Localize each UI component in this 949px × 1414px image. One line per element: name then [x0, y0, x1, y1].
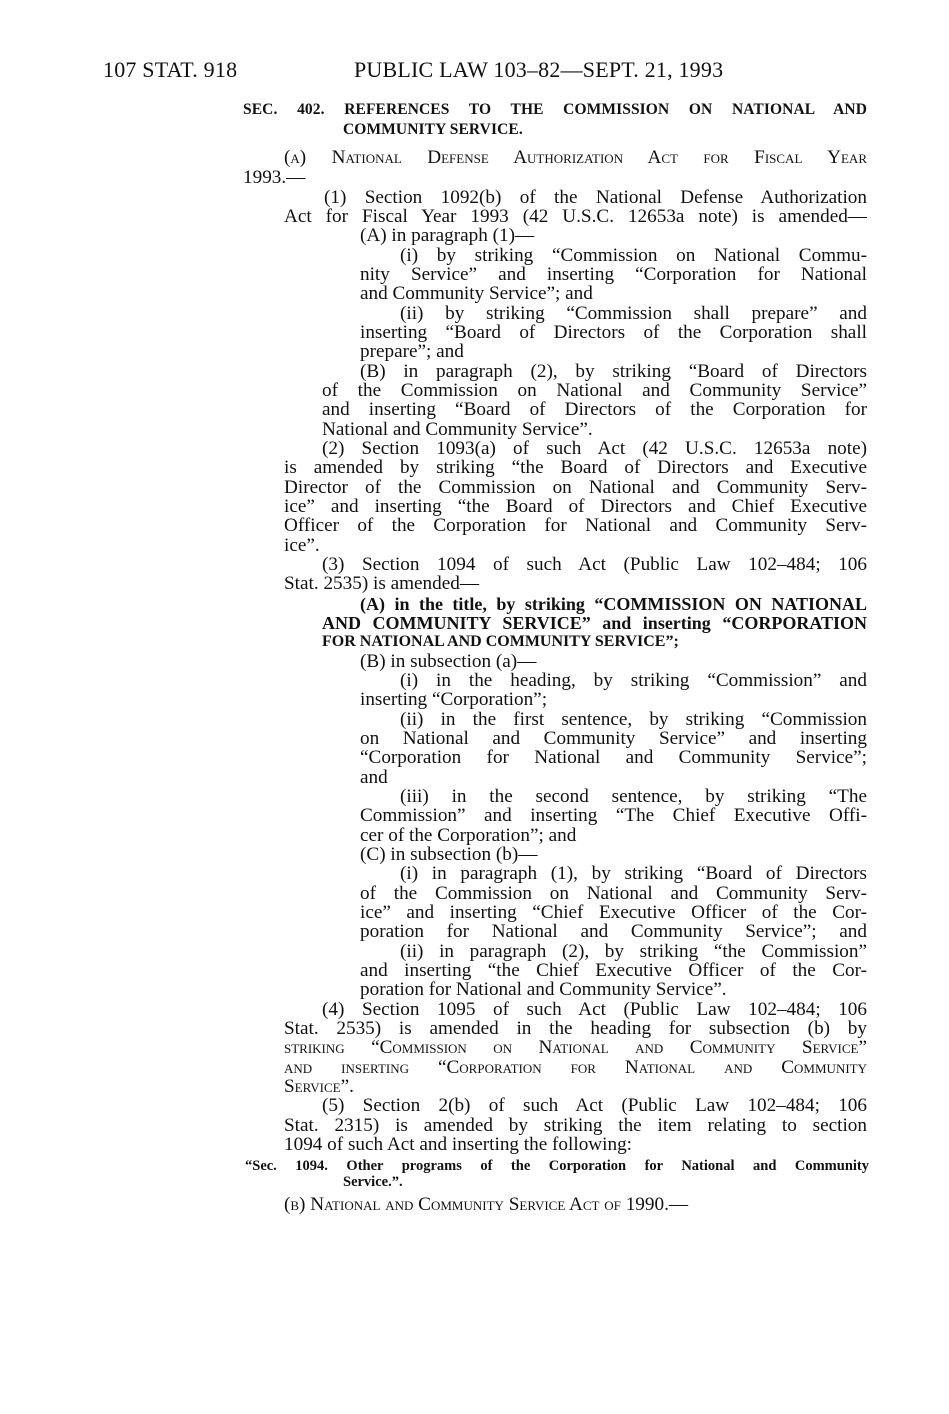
text-line: 1993.— — [243, 167, 306, 188]
text-line: nity Service” and inserting “Corporation for National — [360, 264, 867, 285]
text-line: (B) in subsection (a)— — [360, 651, 537, 672]
text-line: AND COMMUNITY SERVICE” and inserting “CORPORATION — [322, 613, 867, 633]
subsection-b-heading: (b) National and Community Service Act of 1990.— — [284, 1194, 689, 1215]
text-line: FOR NATIONAL AND COMMUNITY SERVICE”; — [322, 633, 679, 650]
text-line: is amended by striking “the Board of Directors and Executive — [284, 457, 867, 478]
text-line: Act for Fiscal Year 1993 (42 U.S.C. 12653a note) is amended— — [284, 206, 867, 227]
text-line: of the Commission on National and Community Service” — [322, 380, 867, 401]
text-line: (A) in paragraph (1)— — [360, 225, 535, 246]
text-line: and — [360, 767, 388, 788]
text-line: (2) Section 1093(a) of such Act (42 U.S.C. 12653a note) — [322, 438, 867, 459]
text-line: (C) in subsection (b)— — [360, 844, 538, 865]
text-line: prepare”; and — [360, 341, 464, 362]
text-line: and inserting “the Chief Executive Officer of the Cor- — [360, 960, 867, 981]
text-line: (ii) in paragraph (2), by striking “the Commission” — [400, 941, 867, 962]
text-line: (iii) in the second sentence, by striking “The — [400, 786, 867, 807]
text-line: (A) in the title, by striking “COMMISSION ON NATIONAL — [360, 594, 867, 614]
stat-reference: 107 STAT. 918 — [103, 57, 238, 82]
text-line: (5) Section 2(b) of such Act (Public Law 102–484; 106 — [322, 1095, 867, 1116]
text-line: Service”. — [284, 1076, 354, 1097]
text-line: inserting “Corporation”; — [360, 689, 548, 710]
text-line: National and Community Service”. — [322, 419, 593, 440]
text-line: cer of the Corporation”; and — [360, 825, 577, 846]
text-line: inserting “Board of Directors of the Corporation shall — [360, 322, 867, 343]
text-line: and Community Service”; and — [360, 283, 593, 304]
text-line: Stat. 2535) is amended in the heading for subsection (b) by — [284, 1018, 867, 1039]
text-line: (i) in the heading, by striking “Commission” and — [400, 670, 867, 691]
text-line: poration for National and Community Service”. — [360, 979, 727, 1000]
text-line: (ii) in the first sentence, by striking “Commission — [400, 709, 867, 730]
text-line: Stat. 2315) is amended by striking the item relating to section — [284, 1115, 867, 1136]
text-line: and inserting “Board of Directors of the Corporation for — [322, 399, 867, 420]
text-line: ice”. — [284, 535, 320, 556]
text-line: “Corporation for National and Community Service”; — [360, 747, 867, 768]
text-line: Officer of the Corporation for National and Community Serv- — [284, 515, 867, 536]
text-line: (1) Section 1092(b) of the National Defense Authorization — [324, 187, 867, 208]
text-line: (ii) by striking “Commission shall prepare” and — [400, 303, 867, 324]
table-of-contents-item: “Sec. 1094. Other programs of the Corporation for National and Community — [245, 1158, 869, 1174]
text-line: and inserting “Corporation for National and Community — [284, 1057, 867, 1078]
subsection-a-heading: (a) National Defense Authorization Act for Fiscal Year — [284, 147, 867, 168]
text-line: (i) by striking “Commission on National Commu- — [400, 245, 867, 266]
text-line: poration for National and Community Service”; and — [360, 921, 867, 942]
text-line: (3) Section 1094 of such Act (Public Law 102–484; 106 — [322, 554, 867, 575]
text-line: Stat. 2535) is amended— — [284, 573, 480, 594]
text-line: Director of the Commission on National and Community Serv- — [284, 477, 867, 498]
text-line: ice” and inserting “Chief Executive Officer of the Cor- — [360, 902, 867, 923]
text-line: Commission” and inserting “The Chief Executive Offi- — [360, 805, 867, 826]
table-of-contents-item-continued: Service.”. — [343, 1174, 403, 1190]
section-heading-continued: COMMUNITY SERVICE. — [343, 121, 523, 138]
section-heading: SEC. 402. REFERENCES TO THE COMMISSION ON NATIONAL AND — [243, 101, 867, 118]
text-line: ice” and inserting “the Board of Directors and Chief Executive — [284, 496, 867, 517]
public-law-reference: PUBLIC LAW 103–82—SEPT. 21, 1993 — [354, 57, 724, 82]
text-line: on National and Community Service” and inserting — [360, 728, 867, 749]
text-line: (B) in paragraph (2), by striking “Board of Directors — [360, 361, 867, 382]
text-line: 1094 of such Act and inserting the following: — [284, 1134, 632, 1155]
text-line: (i) in paragraph (1), by striking “Board of Directors — [400, 863, 867, 884]
text-line: of the Commission on National and Community Serv- — [360, 883, 867, 904]
text-line: striking “Commission on National and Community Service” — [284, 1037, 867, 1058]
text-line: (4) Section 1095 of such Act (Public Law 102–484; 106 — [322, 999, 867, 1020]
